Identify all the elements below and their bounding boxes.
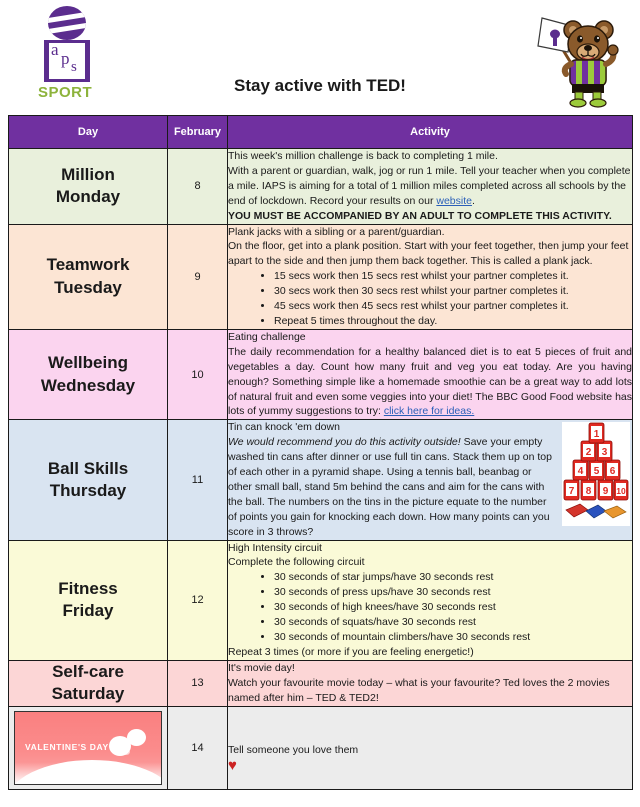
activity-italic-note: We would recommend you do this activity outside! xyxy=(228,436,461,449)
day-line-2: Thursday xyxy=(49,480,127,500)
list-item: • 15 secs work then 15 secs rest whilst your partner completes it. xyxy=(274,269,632,284)
activity-body: Save your empty washed tin cans after dinner or use full tin cans. Stack them up on top of each other in a pyramid shape. Using a tennis ball, beanbag or other small ball, stand 5m behind the cans and aim for the cans with the ball. The numbers on the tins in the picture equate to the number of points you gain for knocking each down. How many points can you score in 3 throws? xyxy=(228,436,552,538)
table-row-ball-skills-thursday xyxy=(9,420,633,540)
svg-text:10: 10 xyxy=(616,486,626,497)
activity-text-after-link: . xyxy=(471,194,475,207)
click-here-for-ideas-link[interactable]: click here for ideas. xyxy=(383,405,475,418)
column-header-day: Day xyxy=(9,116,168,149)
activity-heading: High Intensity circuit xyxy=(228,541,322,554)
svg-text:6: 6 xyxy=(609,466,616,478)
logo-letter-p: p xyxy=(61,49,70,68)
day-cell-million-monday xyxy=(9,149,168,225)
activity-paragraph xyxy=(228,164,632,209)
logo-sport-word: SPORT xyxy=(38,84,93,101)
activity-heading: Plank jacks with a sibling or a parent/guardian. xyxy=(228,225,445,238)
day-line-2: Friday xyxy=(62,601,114,621)
list-item: • 30 seconds of high knees/have 30 seconds rest xyxy=(274,600,632,615)
activity-body: On the floor, get into a plank position. Start with your feet together, then jump your feet apart to the side and then jump them back together. This is called a plank jack. xyxy=(228,240,629,268)
table-header-row xyxy=(9,116,633,149)
activity-cell-valentines-day xyxy=(228,706,633,789)
table-row-wellbeing-wednesday xyxy=(9,329,633,419)
logo-letter-a: a xyxy=(51,40,59,59)
svg-text:5: 5 xyxy=(593,466,600,478)
list-item: • Repeat 5 times throughout the day. xyxy=(274,314,632,329)
valentines-day-image xyxy=(14,711,162,785)
date-cell-14: 14 xyxy=(168,706,228,789)
day-line-1: Teamwork xyxy=(46,255,130,275)
activity-bullet-list xyxy=(228,269,632,329)
activity-subheading: Complete the following circuit xyxy=(228,556,365,569)
table-row-self-care-saturday xyxy=(9,660,633,706)
list-item: • 30 seconds of mountain climbers/have 30 seconds rest xyxy=(274,630,632,645)
tin-can-pyramid-image xyxy=(562,422,630,526)
logo-letter-s: s xyxy=(71,59,77,75)
list-item: • 30 seconds of press ups/have 30 seconds rest xyxy=(274,585,632,600)
day-line-2: Monday xyxy=(55,187,121,207)
svg-text:9: 9 xyxy=(602,486,609,498)
day-line-1: Million xyxy=(61,164,115,184)
activity-cell-million-monday xyxy=(228,149,633,225)
day-cell-self-care-saturday xyxy=(9,660,168,706)
table-row-fitness-friday xyxy=(9,540,633,660)
day-line-1: Ball Skills xyxy=(47,458,129,478)
decorative-cloud-white xyxy=(14,760,162,785)
activity-heading: It's movie day! xyxy=(228,661,295,674)
page-title: Stay active with TED! xyxy=(234,76,406,95)
day-cell-valentines-day xyxy=(9,706,168,789)
activity-heading: Eating challenge xyxy=(228,330,306,343)
activity-line: This week's million challenge is back to completing 1 mile. xyxy=(228,150,498,162)
svg-text:4: 4 xyxy=(577,466,584,478)
svg-text:1: 1 xyxy=(593,429,600,441)
page-header xyxy=(0,0,640,115)
day-line-2: Wednesday xyxy=(40,375,136,395)
day-line-1: Wellbeing xyxy=(48,353,128,373)
activity-footer: Repeat 3 times (or more if you are feeling energetic!) xyxy=(228,645,474,658)
list-item: • 30 secs work then 30 secs rest whilst your partner completes it. xyxy=(274,284,632,299)
website-link[interactable]: website xyxy=(436,194,472,207)
activity-body: The daily recommendation for a healthy balanced diet is to eat 5 pieces of fruit and vegetables a day. Count how many fruit and veg you eat today. Are you having enough? Something simple like a homemade smoothie can be a great way to add lots of natural fruit and even some veggies into your diet! The BBC Good Food website has lots of yummy suggestions to try: xyxy=(228,345,632,418)
activity-bullet-list xyxy=(228,570,632,645)
day-cell-teamwork-tuesday xyxy=(9,224,168,329)
list-item: • 30 seconds of star jumps/have 30 seconds rest xyxy=(274,570,632,585)
activity-bold-notice: YOU MUST BE ACCOMPANIED BY AN ADULT TO COMPLETE THIS ACTIVITY. xyxy=(228,209,612,222)
column-header-february: February xyxy=(168,116,228,149)
list-item: • 30 seconds of squats/have 30 seconds rest xyxy=(274,615,632,630)
ted-bear-mascot-icon xyxy=(520,6,624,110)
svg-text:7: 7 xyxy=(568,486,575,498)
activity-cell-teamwork-tuesday xyxy=(228,224,633,329)
activity-body: Tell someone you love them xyxy=(228,743,359,756)
column-header-activity: Activity xyxy=(228,116,633,149)
svg-text:3: 3 xyxy=(601,447,608,459)
day-line-2: Tuesday xyxy=(54,277,122,297)
activity-cell-wellbeing-wednesday xyxy=(228,329,633,419)
table-row-million-monday xyxy=(9,149,633,225)
date-cell-8: 8 xyxy=(168,149,228,225)
activity-paragraph xyxy=(228,345,632,420)
valentines-label: VALENTINE'S DAY xyxy=(25,741,109,752)
red-heart-icon: ♥ xyxy=(228,756,237,774)
activity-cell-ball-skills-thursday xyxy=(228,420,633,540)
date-cell-13: 13 xyxy=(168,660,228,706)
list-item: • 45 secs work then 45 secs rest whilst your partner completes it. xyxy=(274,299,632,314)
activity-text: With a parent or guardian, walk, jog or run 1 mile. Tell your teacher when you complete a mile. IAPS is aiming for a total of 1 million miles completed across all schools by the end of lockdown. Record your results on our xyxy=(228,164,631,207)
day-cell-fitness-friday xyxy=(9,540,168,660)
table-row-teamwork-tuesday xyxy=(9,224,633,329)
date-cell-10: 10 xyxy=(168,329,228,419)
globe-icon xyxy=(48,6,86,40)
weekly-activity-table xyxy=(8,115,633,790)
date-cell-12: 12 xyxy=(168,540,228,660)
day-cell-wellbeing-wednesday xyxy=(9,329,168,419)
white-heart-icon-small xyxy=(127,729,146,746)
activity-heading: Tin can knock 'em down xyxy=(228,421,340,434)
day-line-1: Self-care xyxy=(52,661,124,681)
day-line-1: Fitness xyxy=(58,578,118,598)
day-line-2: Saturday xyxy=(51,684,125,704)
svg-text:2: 2 xyxy=(585,447,592,459)
date-cell-11: 11 xyxy=(168,420,228,540)
day-cell-ball-skills-thursday xyxy=(9,420,168,540)
activity-paragraph xyxy=(228,435,558,539)
activity-cell-fitness-friday xyxy=(228,540,633,660)
activity-body: Watch your favourite movie today – what is your favourite? Ted loves the 2 movies named after him – TED & TED2! xyxy=(228,676,610,704)
activity-cell-self-care-saturday xyxy=(228,660,633,706)
table-row-valentines-day xyxy=(9,706,633,789)
svg-text:8: 8 xyxy=(585,486,592,498)
date-cell-9: 9 xyxy=(168,224,228,329)
